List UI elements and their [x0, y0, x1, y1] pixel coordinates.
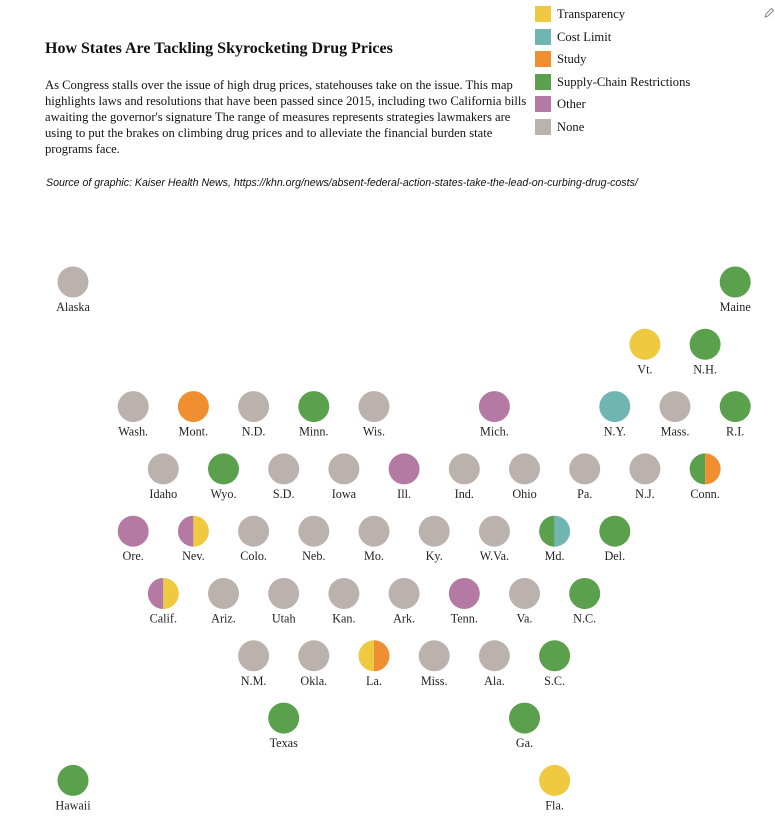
- state-label: Ohio: [512, 486, 537, 501]
- state-marker: [539, 640, 570, 688]
- state-dot: [268, 578, 299, 609]
- state-dot: [629, 453, 660, 484]
- state-label: Calif.: [149, 611, 178, 626]
- state-dot: [238, 516, 269, 547]
- state-label: Ky.: [425, 549, 443, 564]
- state-dot: [178, 391, 209, 422]
- state-marker: [479, 640, 510, 688]
- state-dot-half: [539, 516, 554, 547]
- legend-label: None: [557, 120, 585, 134]
- state-marker: [298, 516, 329, 564]
- state-label: Del.: [604, 549, 626, 564]
- state-dot: [389, 453, 420, 484]
- legend-label: Study: [557, 52, 587, 67]
- state-label: S.D.: [272, 486, 295, 501]
- state-marker: [599, 516, 630, 564]
- state-dot: [479, 516, 510, 547]
- state-label: Va.: [516, 611, 533, 626]
- state-marker: [208, 578, 239, 626]
- state-label: S.C.: [544, 673, 566, 688]
- state-marker: [720, 267, 751, 315]
- state-label: Colo.: [240, 549, 267, 564]
- state-marker: [268, 578, 299, 626]
- legend-label: Cost Limit: [557, 29, 612, 44]
- state-dot: [690, 329, 721, 360]
- state-dot: [539, 640, 570, 671]
- state-label: N.D.: [241, 424, 266, 439]
- state-marker: [148, 578, 179, 626]
- state-dot: [359, 391, 390, 422]
- state-dot: [238, 640, 269, 671]
- state-dot: [268, 703, 299, 734]
- state-dot-half: [178, 516, 193, 547]
- source-note: Source of graphic: Kaiser Health News, https://khn.org/news/absent-federal-action-states-take-the-lead-on-curbing-drug-costs/: [46, 177, 638, 189]
- state-marker: [359, 640, 390, 688]
- state-dot-half: [705, 453, 720, 484]
- state-label: Okla.: [300, 673, 328, 688]
- state-label: Texas: [269, 736, 298, 751]
- state-label: Ore.: [122, 549, 144, 564]
- state-dot: [419, 640, 450, 671]
- state-marker: [449, 578, 480, 626]
- state-dot-half: [374, 640, 390, 671]
- state-label: La.: [366, 673, 382, 688]
- state-marker: [148, 453, 179, 501]
- state-marker: [55, 765, 91, 813]
- state-label: Tenn.: [450, 611, 478, 626]
- state-dot: [118, 391, 149, 422]
- state-dot: [148, 453, 179, 484]
- state-marker: [479, 516, 510, 564]
- legend-label: Other: [557, 97, 586, 112]
- state-label: Neb.: [302, 549, 326, 564]
- state-dot: [509, 578, 540, 609]
- state-dot: [599, 391, 630, 422]
- state-marker: [569, 578, 600, 626]
- state-marker: [268, 453, 299, 501]
- state-marker: [359, 516, 390, 564]
- state-label: N.M.: [240, 673, 267, 688]
- state-marker: [599, 391, 630, 439]
- state-marker: [328, 578, 359, 626]
- state-label: Wis.: [362, 424, 386, 439]
- state-label: N.H.: [693, 362, 717, 377]
- state-label: Md.: [544, 549, 565, 564]
- state-dot-half: [690, 453, 706, 484]
- state-dot: [359, 516, 390, 547]
- state-label: Iowa: [331, 486, 357, 501]
- state-marker: [569, 453, 600, 501]
- state-dot: [720, 267, 751, 298]
- state-dot: [449, 578, 480, 609]
- state-dot: [58, 267, 89, 298]
- state-marker: [359, 391, 390, 439]
- state-dot-half: [555, 516, 570, 547]
- state-marker: [238, 516, 269, 564]
- state-dot: [328, 578, 359, 609]
- state-marker: [328, 453, 359, 501]
- state-marker: [629, 453, 660, 501]
- state-dot: [298, 391, 329, 422]
- state-dot: [58, 765, 89, 796]
- state-label: Ala.: [484, 673, 505, 688]
- state-marker: [56, 267, 90, 315]
- state-marker: [690, 453, 721, 501]
- state-label: Vt.: [637, 362, 653, 377]
- state-label: Wyo.: [210, 486, 237, 501]
- state-dot: [268, 453, 299, 484]
- state-label: Utah: [271, 611, 296, 626]
- state-marker: [419, 640, 450, 688]
- state-label: Alaska: [56, 300, 90, 314]
- state-dot: [298, 640, 329, 671]
- state-marker: [208, 453, 239, 501]
- state-marker: [268, 703, 299, 751]
- state-marker: [720, 391, 751, 439]
- state-label: Mich.: [480, 424, 509, 439]
- state-marker: [389, 453, 420, 501]
- state-marker: [479, 391, 510, 439]
- state-dot-half: [359, 640, 375, 671]
- state-marker: [509, 453, 540, 501]
- state-dot: [479, 640, 510, 671]
- state-label: Idaho: [149, 486, 178, 501]
- state-marker: [690, 329, 721, 377]
- legend-label: Supply-Chain Restrictions: [557, 74, 691, 89]
- state-marker: [238, 640, 269, 688]
- state-dot: [328, 453, 359, 484]
- state-marker: [389, 578, 420, 626]
- state-label: N.Y.: [603, 424, 626, 439]
- state-marker: [629, 329, 660, 377]
- state-label: Hawaii: [55, 798, 91, 813]
- state-label: R.I.: [726, 424, 745, 439]
- state-label: Conn.: [690, 486, 720, 501]
- state-label: N.J.: [635, 486, 655, 501]
- state-label: Ark.: [393, 611, 416, 626]
- state-marker: [509, 578, 540, 626]
- state-marker: [118, 391, 149, 439]
- state-label: Mont.: [178, 424, 209, 439]
- state-marker: [509, 703, 540, 751]
- state-dot-half: [148, 578, 164, 609]
- chart-description: As Congress stalls over the issue of high drug prices, statehouses take on the issue. This map highlights laws and resolutions that have been passed since 2015, including two California bills awaiting the governor's signature The range of measures represents strategies lawmakers are using to put the brakes on climbing drug prices and to alleviate the financial burden state programs face.: [45, 78, 527, 156]
- state-label: Wash.: [118, 424, 149, 439]
- state-label: Mass.: [660, 424, 690, 439]
- state-marker: [238, 391, 269, 439]
- state-dot: [389, 578, 420, 609]
- state-label: N.C.: [573, 611, 597, 626]
- state-label: Nev.: [182, 549, 205, 564]
- legend-label: Transparency: [557, 7, 626, 21]
- state-marker: [118, 516, 149, 564]
- state-dot: [208, 578, 239, 609]
- state-dot: [539, 765, 570, 796]
- state-dot: [629, 329, 660, 360]
- state-dot: [569, 453, 600, 484]
- state-dot: [479, 391, 510, 422]
- state-marker: [178, 391, 209, 439]
- state-label: Ind.: [454, 486, 474, 501]
- state-dot: [599, 516, 630, 547]
- state-marker: [660, 391, 691, 439]
- state-label: Ga.: [515, 736, 534, 751]
- state-dot: [118, 516, 149, 547]
- state-label: Ariz.: [211, 611, 236, 626]
- state-dot: [208, 453, 239, 484]
- state-label: Kan.: [332, 611, 356, 626]
- chart-title: How States Are Tackling Skyrocketing Drug Prices: [45, 40, 393, 57]
- state-marker: [419, 516, 450, 564]
- state-dot: [298, 516, 329, 547]
- state-marker: [539, 765, 570, 813]
- state-marker: [539, 516, 570, 564]
- state-dot: [449, 453, 480, 484]
- state-label: W.Va.: [479, 549, 510, 564]
- state-dot: [238, 391, 269, 422]
- state-marker: [449, 453, 480, 501]
- state-label: Pa.: [577, 486, 593, 501]
- state-marker: [178, 516, 209, 564]
- state-marker: [298, 391, 329, 439]
- state-dot: [720, 391, 751, 422]
- state-dot: [660, 391, 691, 422]
- state-label: Ill.: [397, 486, 412, 501]
- state-label: Maine: [719, 300, 751, 314]
- state-dot: [509, 703, 540, 734]
- state-dot: [419, 516, 450, 547]
- state-label: Miss.: [420, 673, 448, 688]
- state-dot: [569, 578, 600, 609]
- state-dot-half: [163, 578, 178, 609]
- state-dot: [509, 453, 540, 484]
- state-label: Minn.: [299, 424, 329, 439]
- state-dot-half: [193, 516, 208, 547]
- state-label: Mo.: [364, 549, 384, 564]
- state-label: Fla.: [545, 798, 564, 813]
- state-marker: [298, 640, 329, 688]
